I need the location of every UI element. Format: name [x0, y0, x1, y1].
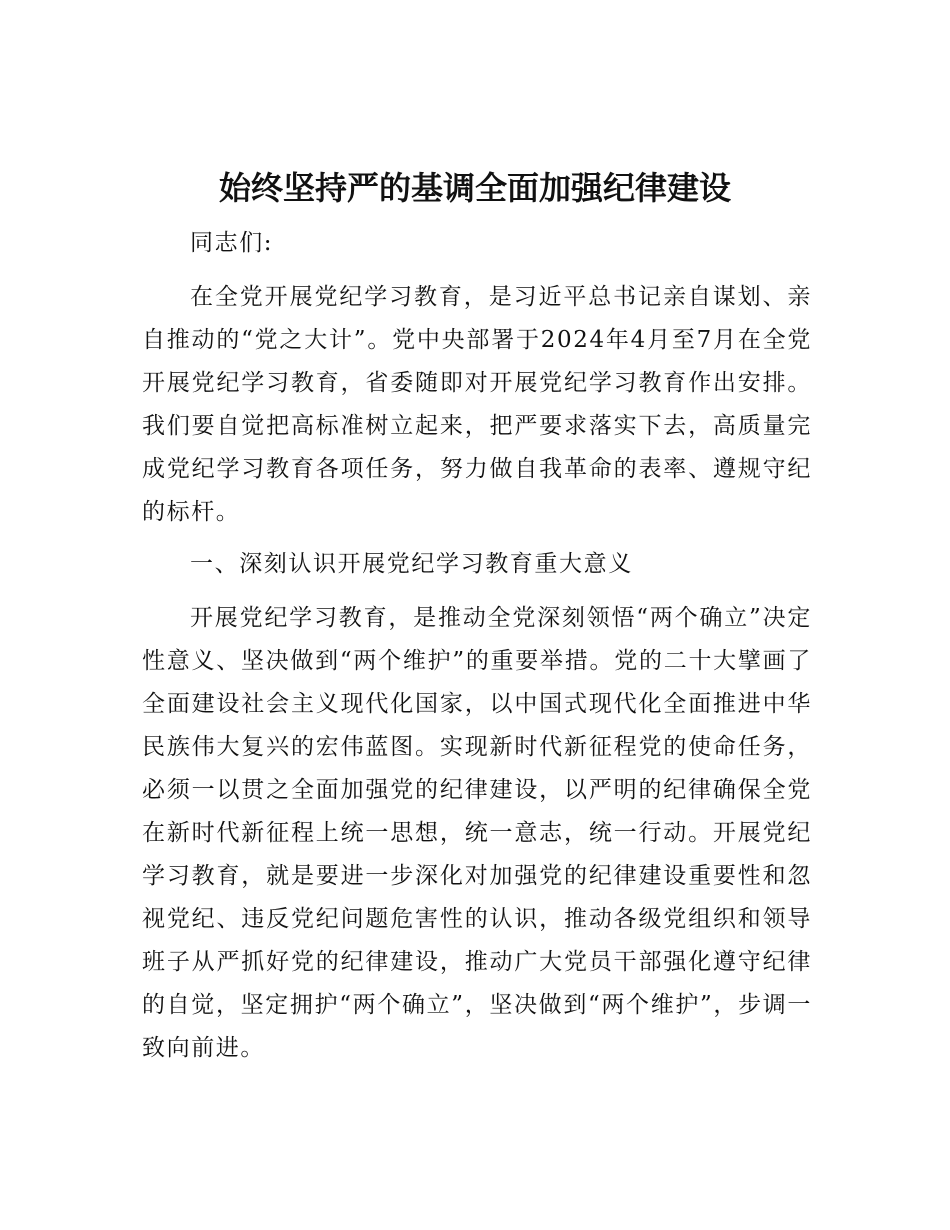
- section-paragraph: 开展党纪学习教育，是推动全党深刻领悟“两个确立”决定性意义、坚决做到“两个维护”的重要举措。党的二十大擘画了全面建设社会主义现代化国家，以中国式现代化全面推进中华民族伟大复兴的宏伟蓝图。实现新时代新征程党的使命任务，必须一以贯之全面加强党的纪律建设，以严明的纪律确保全党在新时代新征程上统一思想，统一意志，统一行动。开展党纪学习教育，就是要进一步深化对加强党的纪律建设重要性和忽视党纪、违反党纪问题危害性的认识，推动各级党组织和领导班子从严抓好党的纪律建设，推动广大党员干部强化遵守纪律的自觉，坚定拥护“两个确立”，坚决做到“两个维护”，步调一致向前进。: [142, 605, 812, 1061]
- document-body: [142, 222, 812, 1079]
- greeting: 同志们:: [190, 230, 274, 256]
- document-title: 始终坚持严的基调全面加强纪律建设: [218, 169, 731, 207]
- intro-paragraph: 在全党开展党纪学习教育，是习近平总书记亲自谋划、亲自推动的“党之大计”。党中央部署于2024年4月至7月在全党开展党纪学习教育，省委随即对开展党纪学习教育作出安排。我们要自觉把高标准树立起来，把严要求落实下去，高质量完成党纪学习教育各项任务，努力做自我革命的表率、遵规守纪的标杆。: [142, 284, 812, 525]
- section-heading: 一、深刻认识开展党纪学习教育重大意义: [190, 551, 633, 577]
